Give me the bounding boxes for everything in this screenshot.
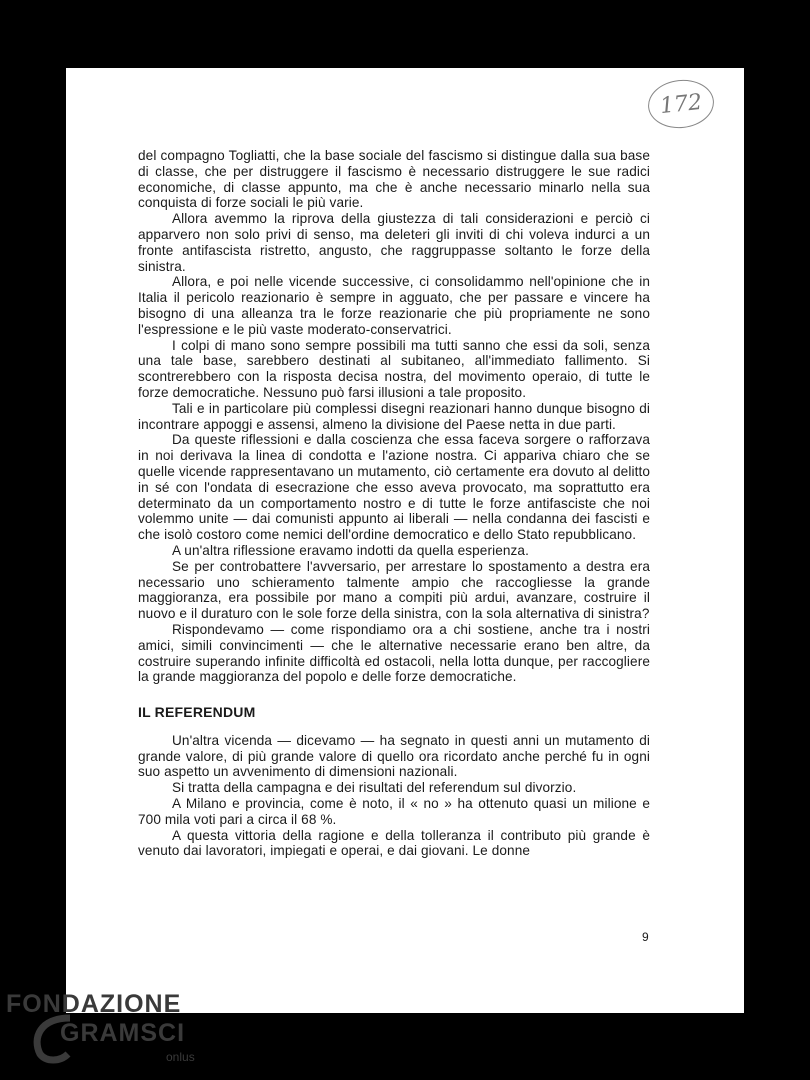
watermark-line1: FONDAZIONE (6, 990, 182, 1018)
paragraph: del compagno Togliatti, che la base sociale del fascismo si distingue dalla sua base di classe, che per distruggere il fascismo è necessario distruggere le sue radici economiche, di classe appunto, ma che è anche necessario minarlo nella sua conquista di forze sociali le più varie. (138, 148, 650, 211)
paragraph: Rispondevamo — come rispondiamo ora a chi sostiene, anche tra i nostri amici, simili convincimenti — che le alternative necessarie erano ben altre, da costruire superando infinite difficoltà ed ostacoli, nella lotta dunque, per raccogliere la grande maggioranza del popolo e delle forze democratiche. (138, 621, 650, 685)
watermark-line3: onlus (166, 1050, 195, 1064)
page-number: 9 (642, 930, 649, 944)
watermark-line2: GRAMSCI (60, 1019, 186, 1047)
body-text (138, 148, 650, 859)
paragraph: Un'altra vicenda — dicevamo — ha segnato in questi anni un mutamento di grande valore, di più grande valore di quello ora ricordato anche perché fu in ogni suo aspetto un avvenimento di dimensioni nazionali. (138, 732, 650, 780)
paragraph: Si tratta della campagna e dei risultati del referendum sul divorzio. (172, 780, 577, 796)
section-heading: IL REFERENDUM (138, 704, 256, 721)
archive-stamp: 172 (646, 77, 717, 132)
paragraph: A questa vittoria della ragione e della tolleranza il contributo più grande è venuto dai lavoratori, impiegati e operai, e dai giovani. Le donne (138, 827, 650, 859)
paragraph: Allora avemmo la riprova della giustezza di tali considerazioni e perciò ci apparvero non solo privi di senso, ma deleteri gli inviti di chi voleva indurci a un fronte antifascista ristretto, angusto, che raggruppasse soltanto le forze della sinistra. (138, 211, 650, 274)
paragraph: A Milano e provincia, come è noto, il « no » ha ottenuto quasi un milione e 700 mila voti pari a circa il 68 %. (138, 796, 650, 827)
paragraph: Allora, e poi nelle vicende successive, ci consolidammo nell'opinione che in Italia il pericolo reazionario è sempre in agguato, che per passare e vincere ha bisogno di una alleanza tra le forze reazionarie che più propriamente ne sono l'espressione e le più vaste moderato-conservatrici. (138, 274, 650, 337)
document-page (66, 68, 744, 1013)
paragraph: Tali e in particolare più complessi disegni reazionari hanno dunque bisogno di incontrare appoggi e assensi, almeno la divisione del Paese netta in due parti. (138, 400, 650, 432)
paragraph: Da queste riflessioni e dalla coscienza che essa faceva sorgere o rafforzava in noi derivava la linea di condotta e l'azione nostra. Ci appariva chiaro che se quelle vicende rappresentavano un mutamento, ciò certamente era dovuto al delitto in sé con l'ondata di esecrazione che esso aveva provocato, ma soprattutto era determinato da un comportamento nostro e di tutte le forze antifasciste che noi volemmo unite — dai comunisti appunto ai liberali — nella condanna dei fascisti e che isolò costoro come nemici dell'ordine democratico e dello Stato repubblicano. (138, 432, 650, 543)
watermark-logo (6, 990, 206, 1070)
paragraph: Se per controbattere l'avversario, per arrestare lo spostamento a destra era necessario uno schieramento talmente ampio che raccogliesse la grande maggioranza, era possibile por mano a compiti più ardui, avanzare, costruire il nuovo e il duraturo con le sole forze della sinistra, con la sola alternativa di sinistra? (138, 558, 650, 622)
paragraph: I colpi di mano sono sempre possibili ma tutti sanno che essi da soli, senza una tale base, sarebbero destinati al subitaneo, all'immediato fallimento. Si scontrerebbero con la risposta decisa nostra, del movimento operaio, di tutte le forze democratiche. Nessuno può farsi illusioni a tale proposito. (138, 337, 650, 400)
paragraph: A un'altra riflessione eravamo indotti da quella esperienza. (172, 542, 529, 558)
